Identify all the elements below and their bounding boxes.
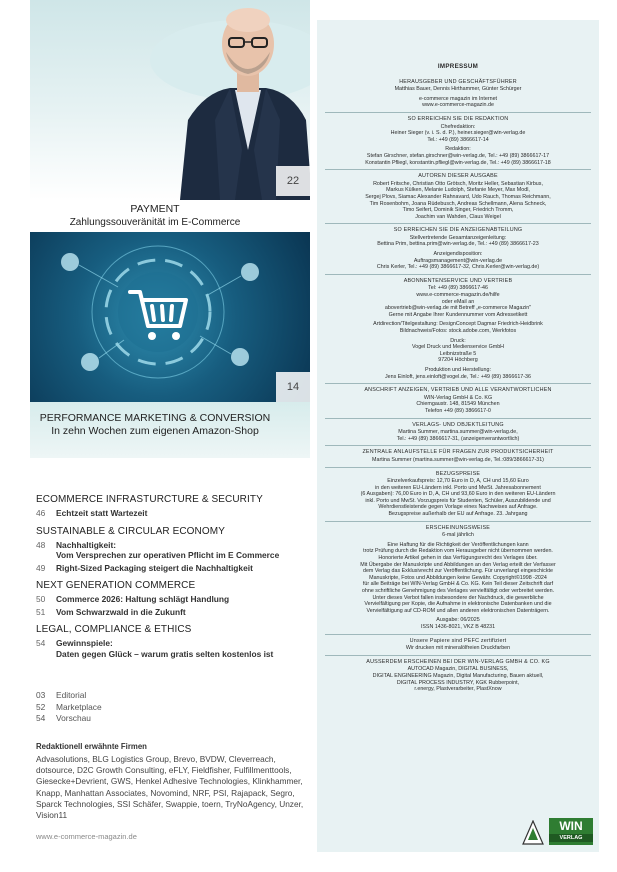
- page-number-badge: 14: [276, 372, 310, 402]
- impressum-line: Martina Summer, martina.summer@win-verlag.de,: [398, 429, 518, 436]
- toc-entry-title: Editorial: [56, 690, 87, 700]
- impressum-line: Tim Rosenbohm, Joana Rüdebusch, Andreas Schellmann, Alena Schneck,: [369, 200, 547, 207]
- impressum-line: (6 Ausgaben): 76,00 Euro in D, A, CH und 93,60 Euro in den weiteren EU-Ländern: [360, 491, 556, 498]
- impressum-block: [325, 274, 591, 383]
- impressum-line: trotz Prüfung durch die Redaktion vom Herausgeber nicht übernommen werden.: [363, 548, 553, 555]
- toc-entry[interactable]: [36, 594, 310, 605]
- impressum-block: [325, 655, 591, 696]
- impressum-line: Markus Külken, Melanie Ludolph, Stefanie Meyer, Max Modl,: [386, 187, 530, 194]
- toc-page-number: 49: [36, 562, 46, 573]
- teaser-image-performance-marketing[interactable]: [30, 232, 310, 402]
- impressum-block: [325, 383, 591, 417]
- teaser-headline: In zehn Wochen zum eigenen Amazon-Shop: [51, 425, 259, 437]
- impressum-line: Bildnachweis/Fotos: stock.adobe.com, Werkfotos: [399, 328, 517, 334]
- impressum-block: [325, 634, 591, 655]
- impressum-line: Honorierte Artikel gehen in das Verfügungsrecht des Verlages über.: [378, 555, 538, 562]
- mentioned-companies-list: Advasolutions, BLG Logistics Group, Brevo, BVDW, Cleverreach, dotsource, D2C Growth Consulting, eFLY, Fieldfisher, Fulfillmenttools, Giesecke+Devrient, GWS, Henkel Adhesive Technologies, Klinkhammer, Knapp, Manhattan Associates, Novomind, NRF, PSI, Rajapack, Segro, Sparck Technologies, SSI Schäfer, Swappie, toern, TryNoAgency, Unzer, Vision11: [36, 754, 304, 821]
- impressum-block: [325, 76, 591, 112]
- impressum-line: Auftragsmanagement@win-verlag.de: [413, 257, 503, 264]
- impressum-line: Tel.: +49 (89) 3866617-31, (anzeigenverantwortlich): [396, 435, 520, 442]
- impressum-blocks: [325, 76, 591, 696]
- footer-url[interactable]: www.e-commerce-magazin.de: [36, 832, 137, 841]
- toc-section-heading: SUSTAINABLE & CIRCULAR ECONOMY: [36, 525, 225, 537]
- impressum-block-heading: VERLAGS- UND OBJEKTLEITUNG: [412, 421, 504, 428]
- impressum-line: Druck:: [450, 337, 466, 344]
- toc-page-number: 54: [36, 713, 46, 723]
- toc-entry-title: Right-Sized Packaging steigert die Nachhaltigkeit: [56, 562, 253, 573]
- toc-entry[interactable]: [36, 690, 102, 702]
- impressum-block: [325, 418, 591, 446]
- impressum-line: www.e-commerce-magazin.de: [422, 102, 494, 109]
- impressum-text: [325, 64, 591, 696]
- impressum-block: [325, 445, 591, 466]
- toc-section: [36, 624, 310, 659]
- toc-entry-title: Gewinnspiele: Daten gegen Glück – warum gratis selten kostenlos ist: [56, 638, 274, 659]
- impressum-line: Anzeigendisposition:: [433, 251, 483, 258]
- toc-entry[interactable]: [36, 563, 310, 574]
- impressum-line: DIGITAL PROCESS INDUSTRY, KGK Rubberpoint,: [396, 679, 520, 686]
- toc-entry-title: Vom Schwarzwald in die Zukunft: [56, 606, 186, 617]
- impressum-line: oder eMail an: [441, 298, 475, 305]
- impressum-line: ohne schriftliche Genehmigung des Verlages vervielfältigt oder verbreitet werden.: [361, 588, 555, 594]
- toc-entry[interactable]: [36, 702, 102, 714]
- impressum-block-heading: HERAUSGEBER UND GESCHÄFTSFÜHRER: [399, 78, 517, 85]
- impressum-block: [325, 467, 591, 521]
- teaser-image-payment[interactable]: [30, 0, 310, 200]
- impressum-block-heading: SO ERREICHEN SIE DIE REDAKTION: [407, 115, 509, 122]
- toc-page-number: 50: [36, 594, 46, 604]
- toc-section-heading: NEXT GENERATION COMMERCE: [36, 580, 196, 591]
- toc-entry[interactable]: [36, 638, 310, 659]
- toc-entry-title: Marketplace: [56, 701, 102, 712]
- toc-page-number: 54: [36, 638, 46, 648]
- impressum-line: Wir drucken mit mineralölfreien Druckfarben: [405, 645, 511, 652]
- impressum-line: Vervielfältigung auf CD-ROM und allen anderen elektronischen Datenträgern.: [366, 607, 550, 614]
- teaser-caption-payment[interactable]: [0, 203, 310, 229]
- impressum-block-heading: ZENTRALE ANLAUFSTELLE FÜR FRAGEN ZUR PRODUKTSICHERHEIT: [362, 449, 554, 456]
- toc-section-heading: LEGAL, COMPLIANCE & ETHICS: [36, 624, 192, 635]
- impressum-line: Robert Fritsche, Christian Otto Grötsch, Moritz Heller, Sebastian Kirbus,: [373, 180, 543, 187]
- impressum-line: für alle Beiträge bei WIN-Verlag GmbH & Co. KG. Kein Teil dieser Zeitschrift darf: [362, 581, 554, 588]
- toc-entry-title: Commerce 2026: Haltung schlägt Handlung: [56, 594, 230, 604]
- impressum-panel: [317, 20, 599, 852]
- win-verlag-logo: WIN VERLAG: [549, 818, 593, 845]
- toc-section: [36, 494, 310, 519]
- impressum-line: Martina Summer (martina.summer@win-verlag.de, Tel.:089/3866617-31): [372, 456, 544, 463]
- impressum-line: AUTOCAD Magazin, DIGITAL BUSINESS,: [407, 666, 509, 673]
- regular-sections-list: [36, 690, 102, 725]
- impressum-line: Manuskripte, Fotos und Abbildungen keine Gewähr. Copyright©1998 -2024: [369, 574, 547, 581]
- impressum-line: Ausgabe: 06/2025: [436, 617, 480, 624]
- impressum-line: Leibnizstraße 5: [439, 350, 477, 357]
- impressum-title: IMPRESSUM: [437, 63, 479, 70]
- impressum-block: [325, 521, 591, 634]
- impressum-block: [325, 112, 591, 169]
- impressum-line: www.e-commerce-magazin.de/hilfe: [416, 292, 500, 299]
- impressum-block: [325, 169, 591, 223]
- toc-entry-title: Vorschau: [56, 713, 91, 723]
- impressum-line: Tel: +49 (89) 3866617-46: [428, 285, 488, 292]
- impressum-line: Matthias Bauer, Dennis Hirthammer, Günter Schürger: [394, 86, 522, 93]
- impressum-line: Unter dieses Verbot fallen insbesondere der Nachdruck, die gewerbliche: [372, 594, 544, 601]
- impressum-line: Stefan Girschner, stefan.girschner@win-verlag.de, Tel.: +49 (89) 3866617-17: [366, 152, 550, 159]
- impressum-line: e-commerce magazin im Internet: [418, 95, 498, 102]
- impressum-line: Vogel Druck und Medienservice GmbH: [411, 344, 505, 351]
- impressum-line: Chiemgaustr. 148, 81549 München: [416, 401, 500, 408]
- toc-entry[interactable]: [36, 540, 310, 561]
- impressum-line: Tel.: +49 (89) 3866617-14: [427, 136, 489, 143]
- impressum-line: in den weiteren EU-Ländern inkl. Porto und MwSt. Jahresabonnement: [375, 484, 541, 491]
- teaser-headline: Zahlungssouveränität im E-Commerce: [69, 217, 241, 228]
- impressum-line: Eine Haftung für die Richtigkeit der Veröffentlichungen kann: [387, 541, 529, 548]
- impressum-line: abovertrieb@win-verlag.de mit Betreff „e-commerce Magazin": [384, 305, 532, 312]
- toc-page-number: 52: [36, 701, 46, 712]
- impressum-block-heading: BEZUGSPREISE: [435, 470, 481, 477]
- impressum-block-heading: SO ERREICHEN SIE DIE ANZEIGENABTEILUNG: [393, 227, 523, 234]
- impressum-line: 6-mal jährlich: [442, 532, 474, 539]
- table-of-contents: [36, 494, 310, 666]
- toc-page-number: 46: [36, 508, 46, 518]
- impressum-line: Jens Einloft, jens.einloft@vogel.de, Tel.: +49 (89) 3866617-36: [385, 373, 531, 380]
- mentioned-companies-title: Redaktionell erwähnte Firmen: [36, 742, 147, 751]
- impressum-line: Stellvertretende Gesamtanzeigenleitung:: [409, 234, 507, 241]
- impressum-line: Artdirection/Titelgestaltung: DesignConcept Dagmar Friedrich-Heidbrink: [373, 321, 543, 328]
- impressum-line: Bezugspreise außerhalb der EU auf Anfrage. 23. Jahrgang: [388, 511, 528, 518]
- impressum-line: Joachim van Wahden, Claus Weigel: [415, 213, 501, 220]
- shopping-cart-graphic: [30, 232, 310, 402]
- impressum-line: Heiner Sieger (v. i. S. d. P.), heiner.sieger@win-verlag.de: [390, 130, 526, 137]
- impressum-block-heading: AUSSERDEM ERSCHEINEN BEI DER WIN-VERLAG GMBH & CO. KG: [366, 658, 550, 665]
- teaser-kicker: PAYMENT: [130, 203, 180, 215]
- impressum-line: Produktion und Herstellung:: [425, 366, 491, 373]
- impressum-line: r.energy, Plastverarbeiter, PlastXnow: [414, 686, 502, 693]
- impressum-line: Wehrdienstleistende gegen Vorlage eines Nachweises auf Anfrage.: [378, 504, 538, 511]
- portrait-photo: [30, 0, 310, 200]
- impressum-block-heading: AUTOREN DIESER AUSGABE: [418, 173, 498, 180]
- impressum-block-heading: Unsere Papiere sind PEFC zertifiziert: [409, 637, 507, 644]
- impressum-line: Timo Seifert, Dominik Singer, Friedrich Tromm,: [402, 207, 514, 214]
- toc-page-number: 48: [36, 539, 46, 550]
- toc-entry[interactable]: [36, 508, 310, 519]
- teaser-kicker: PERFORMANCE MARKETING & CONVERSION: [39, 412, 271, 424]
- impressum-line: Bettina Prim, bettina.prim@win-verlag.de, Tel.: +49 (89) 3866617-23: [377, 241, 539, 248]
- toc-entry[interactable]: [36, 713, 102, 725]
- impressum-line: Sergej Plovs, Siamac Alexander Rahnavard, Udo Rauch, Thomas Reichmann,: [365, 193, 551, 200]
- impressum-line: Redaktion:: [445, 146, 471, 153]
- impressum-line: Telefon +49 (89) 3866617-0: [425, 407, 491, 414]
- toc-section: [36, 526, 310, 574]
- impressum-line: dem Verlag das Exklusivrecht zur Veröffentlichung. Für unverlangt eingeschickte: [362, 568, 553, 575]
- toc-entry[interactable]: [36, 607, 310, 618]
- impressum-line: Vervielfältigung per Kopie, die Aufnahme in elektronische Datenbanken und die: [364, 601, 552, 608]
- toc-section: [36, 580, 310, 617]
- toc-page-number: 03: [36, 690, 46, 700]
- impressum-line: Chefredaktion:: [440, 123, 476, 130]
- impressum-block-heading: ANSCHRIFT ANZEIGEN, VERTRIEB UND ALLE VERANTWORTLICHEN: [364, 387, 552, 394]
- impressum-line: 97204 Höchberg: [438, 357, 478, 364]
- impressum-block: [325, 223, 591, 274]
- impressum-line: DIGITAL ENGINEERING Magazin, Digital Manufacturing, Bauen aktuell,: [372, 672, 544, 679]
- pefc-logo: [522, 820, 544, 846]
- impressum-line: Konstantin Pfliegl, konstantin.pfliegl@win-verlag.de, Tel.: +49 (89) 3866617-18: [365, 159, 551, 166]
- toc-entry-title: Echtzeit statt Wartezeit: [56, 508, 148, 518]
- impressum-line: inkl. Porto und MwSt. Vorzugspreis für Studenten, Schüler, Auszubildende und: [365, 497, 551, 504]
- toc-entry-title: Nachhaltigkeit: Vom Versprechen zur operativen Pflicht im E Commerce: [56, 539, 280, 560]
- impressum-line: Mit Übergabe der Manuskripte und Abbildungen an den Verlag erteilt der Verfasser: [360, 561, 556, 568]
- impressum-line: Gerne mit Angabe Ihrer Kundennummer vom Adressetikett: [388, 311, 528, 318]
- impressum-line: ISSN 1436-8021, VKZ B 48231: [420, 623, 496, 630]
- impressum-line: Chris Kerler, Tel.: +49 (89) 3866617-32, Chris.Kerler@win-verlag.de): [376, 264, 540, 271]
- impressum-line: WIN-Verlag GmbH & Co. KG: [423, 394, 493, 401]
- toc-page-number: 51: [36, 606, 46, 617]
- mentioned-companies: [36, 742, 316, 821]
- toc-section-heading: ECOMMERCE INFRASTURCTURE & SECURITY: [36, 494, 263, 505]
- teaser-caption-performance-marketing[interactable]: [0, 412, 310, 438]
- impressum-line: Einzelverkaufspreis: 12,70 Euro in D, A, CH und 15,60 Euro: [387, 478, 529, 485]
- impressum-block-heading: ERSCHEINUNGSWEISE: [425, 524, 491, 531]
- impressum-block-heading: ABONNENTENSERVICE UND VERTRIEB: [403, 277, 513, 284]
- page-number-badge: 22: [276, 166, 310, 196]
